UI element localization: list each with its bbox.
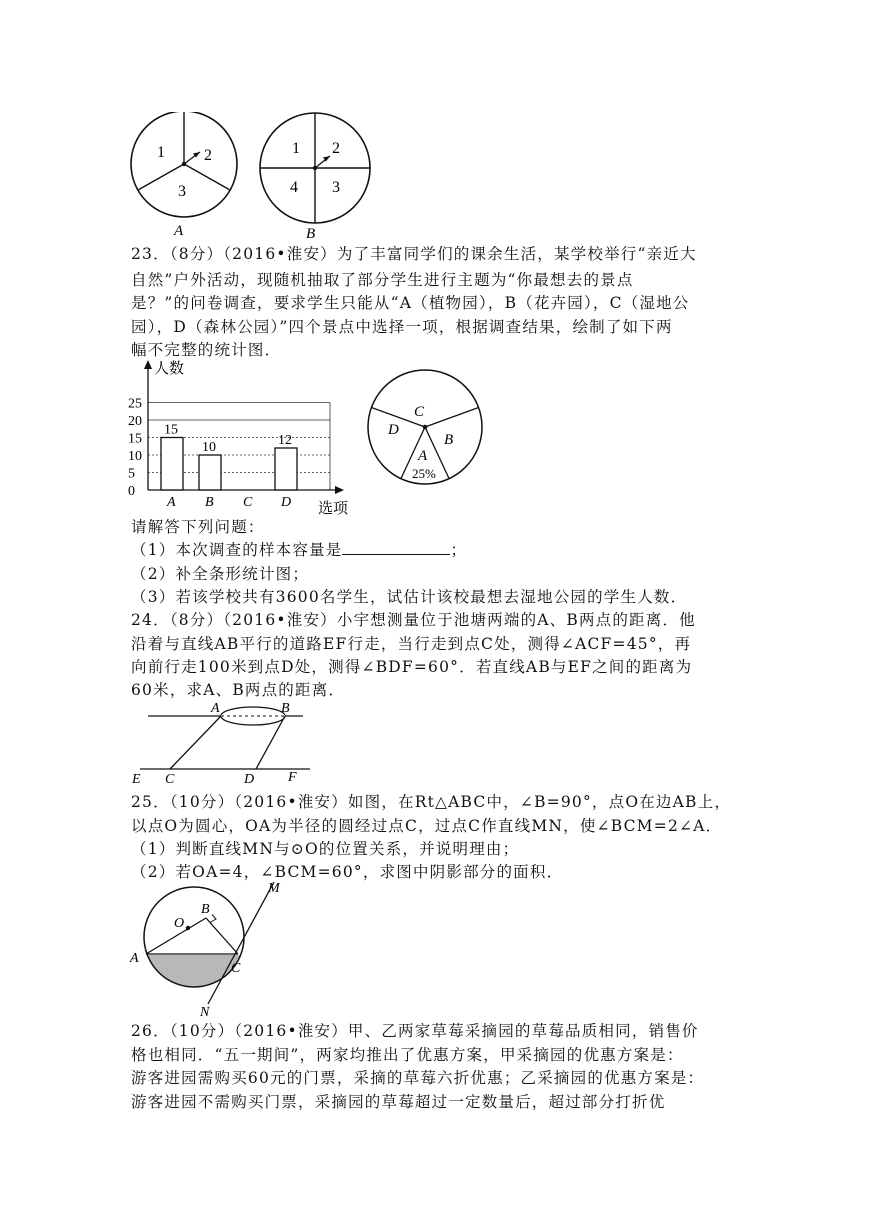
pie-label-B: B <box>444 432 454 448</box>
label-E: E <box>132 772 141 786</box>
spinner-a-caption: A <box>174 223 184 239</box>
q23-line-3: 是？”的问卷调查，要求学生只能从“A（植物园），B（花卉园），C（湿地公 <box>131 294 690 312</box>
label-B: B <box>201 902 210 917</box>
q25-line-4: （2）若OA=4，∠BCM=60°，求图中阴影部分的面积． <box>131 863 564 881</box>
y-axis-title: 人数 <box>154 361 185 377</box>
x-tick-C: C <box>243 495 253 510</box>
q25-line-1: 25．（10分）（2016•淮安）如图，在Rt△ABC中，∠B=90°，点O在边AB上， <box>131 793 732 811</box>
spinner-a-sector-2: 2 <box>204 147 212 164</box>
x-tick-D: D <box>281 495 292 510</box>
answer-blank[interactable] <box>342 540 450 555</box>
y-tick-label: 10 <box>128 449 142 464</box>
q23-sub-1-end: ； <box>450 541 468 559</box>
label-A: A <box>130 951 139 966</box>
pie-annotation: 25% <box>412 466 436 481</box>
q24-line-2: 沿着与直线AB平行的道路EF行走，当行走到点C处，测得∠ACF=45°，再 <box>131 635 692 653</box>
spinner-a-sector-1: 1 <box>157 144 165 161</box>
pie-label-D: D <box>388 422 399 438</box>
q23-prompt: 请解答下列问题： <box>131 518 265 536</box>
bar-label-B: 10 <box>202 440 216 455</box>
spinner-a-sector-3: 3 <box>178 183 186 200</box>
circle-tangent-figure <box>126 880 296 1020</box>
x-tick-A: A <box>167 495 176 510</box>
q23-line-5: 幅不完整的统计图． <box>131 341 282 359</box>
label-C: C <box>231 961 241 976</box>
spinner-figures <box>120 112 380 240</box>
x-tick-B: B <box>205 495 214 510</box>
spinner-b-sector-2: 2 <box>332 140 340 157</box>
pond-figure <box>128 696 318 786</box>
q23-line-2: 自然”户外活动，现随机抽取了部分学生进行主题为“你最想去的景点 <box>131 271 634 289</box>
label-B: B <box>281 701 290 716</box>
q23-sub-2: （2）补全条形统计图； <box>131 565 310 583</box>
pie-chart <box>360 362 490 492</box>
y-tick-label: 25 <box>128 396 142 412</box>
q24-line-1: 24．（8分）（2016•淮安）小宇想测量位于池塘两端的A、B两点的距离．他 <box>131 611 696 629</box>
spinner-a <box>131 112 237 239</box>
bar-chart <box>120 358 360 518</box>
bar-B <box>199 455 221 490</box>
x-axis-title: 选项 <box>318 501 349 517</box>
q23-sub-1-text: （1）本次调查的样本容量是 <box>131 541 343 559</box>
bar-label-A: 15 <box>164 422 178 438</box>
q25-line-3: （1）判断直线MN与⊙O的位置关系，并说明理由； <box>131 840 520 858</box>
label-O: O <box>174 916 185 931</box>
pie-label-C: C <box>414 404 425 420</box>
label-A: A <box>211 701 220 716</box>
label-C: C <box>165 772 175 786</box>
pie-label-A: A <box>418 448 428 464</box>
bar-label-D: 12 <box>278 433 292 448</box>
q25-line-2: 以点O为圆心，OA为半径的圆经过点C，过点C作直线MN，使∠BCM=2∠A． <box>131 817 723 835</box>
q23-sub-1 <box>131 538 467 560</box>
pie-center <box>423 425 428 430</box>
q24-line-4: 60米，求A、B两点的距离． <box>131 681 346 699</box>
bar-D <box>275 448 297 490</box>
spinner-b-sector-1: 1 <box>292 140 300 157</box>
q24-line-3: 向前行走100米到点D处，测得∠BDF=60°．若直线AB与EF之间的距离为 <box>131 658 693 676</box>
y-tick-label: 5 <box>128 466 135 482</box>
q23-line-4: 园），D（森林公园）”四个景点中选择一项，根据调查结果，绘制了如下两 <box>131 318 673 336</box>
q23-sub-3: （3）若该学校共有3600名学生，试估计该校最想去湿地公园的学生人数． <box>131 588 688 606</box>
q26-line-3: 游客进园需购买60元的门票，采摘的草莓六折优惠；乙采摘园的优惠方案是： <box>131 1069 705 1087</box>
pie-slice-edge <box>425 408 479 427</box>
q23-line-1: 23．（8分）（2016•淮安）为了丰富同学们的课余生活，某学校举行“亲近大 <box>131 245 697 263</box>
spinner-b-caption: B <box>306 226 316 240</box>
q26-line-2: 格也相同．“五一期间”，两家均推出了优惠方案，甲采摘园的优惠方案是： <box>131 1046 684 1064</box>
label-D: D <box>244 772 255 786</box>
bar-A <box>161 438 183 491</box>
label-F: F <box>288 770 297 785</box>
y-tick-label: 15 <box>128 431 142 447</box>
label-M: M <box>268 881 280 896</box>
spinner-b <box>260 113 370 240</box>
q26-line-4: 游客进园不需购买门票，采摘园的草莓超过一定数量后，超过部分打折优 <box>131 1093 666 1111</box>
q26-line-1: 26．（10分）（2016•淮安）甲、乙两家草莓采摘园的草莓品质相同，销售价 <box>131 1022 699 1040</box>
y-tick-label: 0 <box>128 484 135 499</box>
spinner-b-sector-4: 4 <box>290 179 298 196</box>
y-tick-label: 20 <box>128 414 142 429</box>
x-axis-arrow <box>335 486 344 494</box>
y-axis-arrow <box>144 360 152 369</box>
label-N: N <box>200 1005 210 1020</box>
spinner-b-sector-3: 3 <box>332 179 340 196</box>
